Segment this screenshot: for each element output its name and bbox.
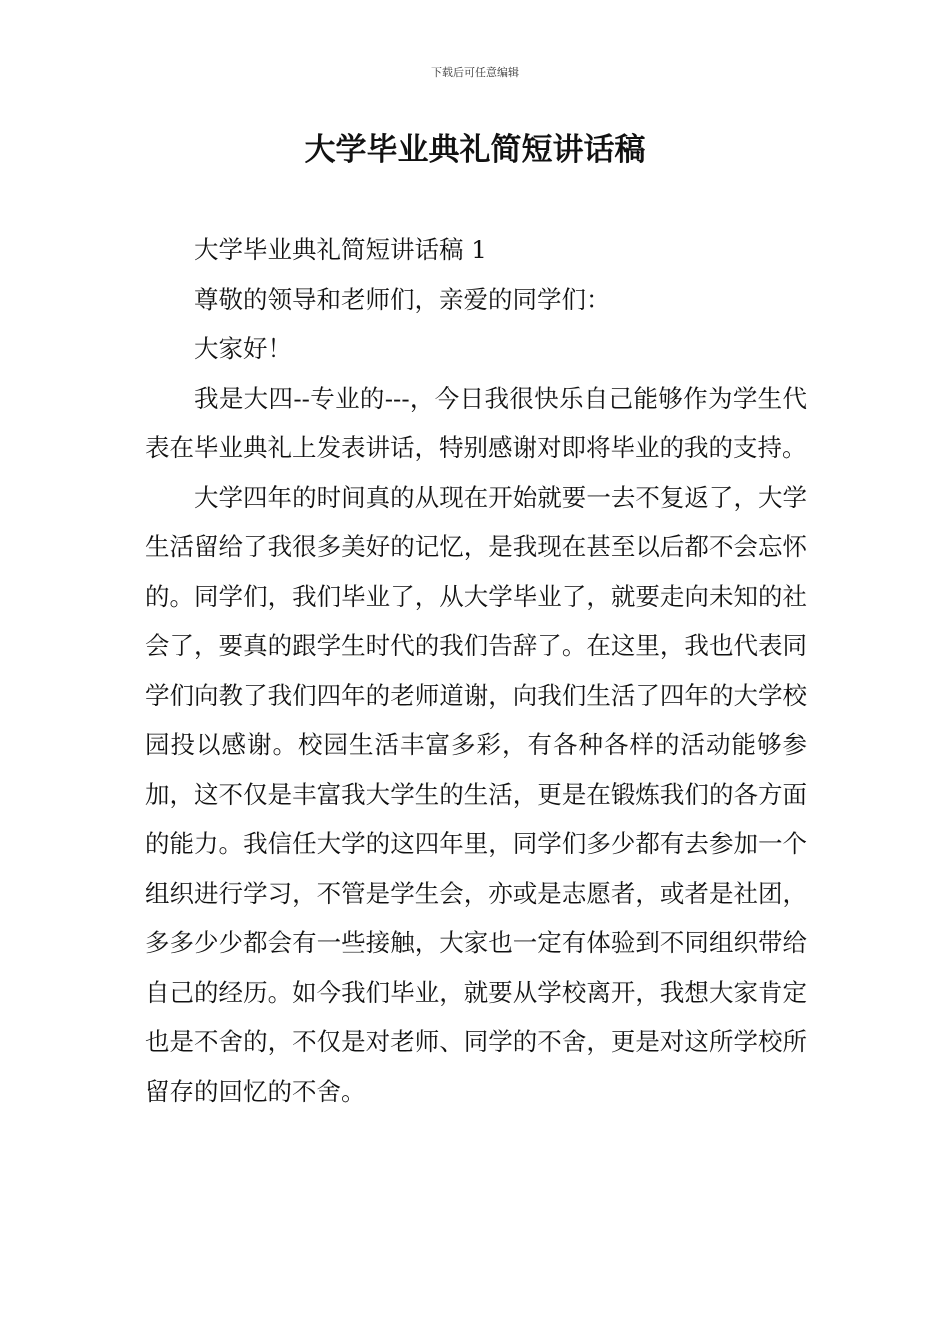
greeting-paragraph: 大家好！ [194, 334, 292, 363]
document-title: 大学毕业典礼简短讲话稿 [304, 132, 646, 168]
subtitle-paragraph: 大学毕业典礼简短讲话稿 1 [194, 235, 487, 264]
salutation-paragraph: 尊敬的领导和老师们，亲爱的同学们： [194, 284, 611, 314]
header-note: 下载后可任意编辑 [431, 66, 519, 79]
body-paragraph: 大学四年的时间真的从现在开始就要一去不复返了，大学生活留给了我很多美好的记忆，是我现在甚至以后都不会忘怀的。同学们，我们毕业了，从大学毕业了，就要走向未知的社会了，要真的跟学生时代的我们告辞了。在这里，我也代表同学们向教了我们四年的老师道谢，向我们生活了四年的大学校园投以感谢。校园生活丰富多彩，有各种各样的活动能够参加，这不仅是丰富我大学生的生活，更是在锻炼我们的各方面的能力。我信任大学的这四年里，同学们多少都有去参加一个组织进行学习，不管是学生会，亦或是志愿者，或者是社团，多多少少都会有一些接触，大家也一定有体验到不同组织带给自己的经历。如今我们毕业，就要从学校离开，我想大家肯定也是不舍的，不仅是对老师、同学的不舍，更是对这所学校所留存的回忆的不舍。 [145, 482, 807, 1106]
intro-paragraph: 我是大四--专业的---，今日我很快乐自己能够作为学生代表在毕业典礼上发表讲话，特别感谢对即将毕业的我的支持。 [145, 383, 807, 462]
document-body [145, 225, 807, 1116]
